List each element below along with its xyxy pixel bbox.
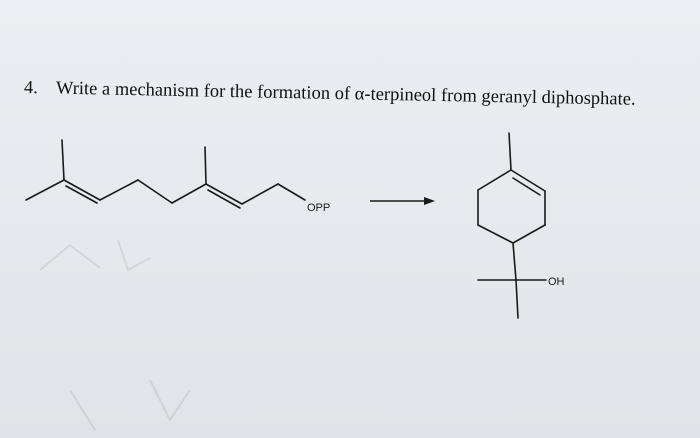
question-text: Write a mechanism for the formation of α-terpineol from geranyl diphosphate. (55, 78, 636, 110)
oh-label: OH (548, 276, 565, 288)
alpha-terpineol-structure (478, 133, 546, 318)
question-number: 4. (23, 78, 39, 99)
geranyl-diphosphate-structure (26, 140, 305, 208)
opp-label: OPP (307, 202, 331, 214)
reaction-arrow (370, 197, 435, 205)
